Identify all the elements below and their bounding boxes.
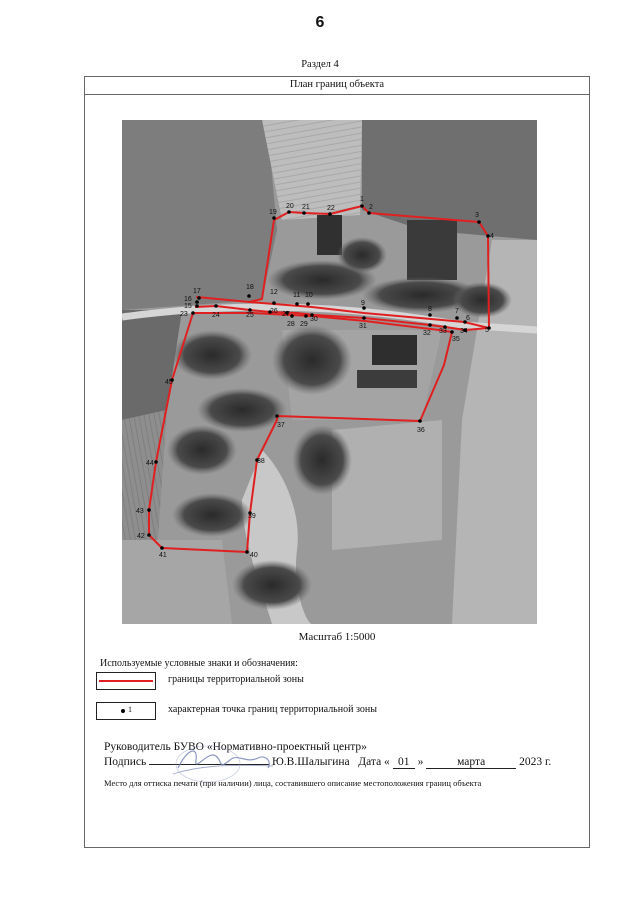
legend-boundary-label: границы территориальной зоны (168, 674, 304, 685)
svg-text:28: 28 (287, 321, 295, 328)
scale-label: Масштаб 1:5000 (298, 631, 376, 643)
signer-name: Ю.В.Шалыгина (271, 756, 350, 768)
svg-text:4: 4 (490, 233, 494, 240)
svg-text:5: 5 (485, 327, 489, 334)
svg-text:12: 12 (270, 289, 278, 296)
point-45 (165, 378, 174, 386)
section-label: Раздел 4 (301, 59, 339, 70)
date-year: 2023 г. (519, 756, 552, 768)
svg-text:2: 2 (369, 204, 373, 211)
point-27 (282, 311, 290, 318)
building-1 (317, 215, 342, 255)
aerial-map (122, 120, 537, 624)
date-month: марта (426, 756, 516, 769)
svg-text:20: 20 (286, 203, 294, 210)
svg-text:1: 1 (360, 196, 364, 203)
building-2 (407, 220, 457, 280)
point-38 (255, 458, 265, 465)
building-4 (357, 370, 417, 388)
svg-text:44: 44 (146, 460, 154, 467)
sign-prefix: Подпись (104, 756, 147, 768)
point-1 (360, 196, 364, 208)
point-8 (428, 306, 432, 317)
date-prefix: Дата « (358, 756, 390, 768)
legend-point-number: 1 (128, 705, 132, 714)
svg-text:6: 6 (466, 315, 470, 322)
point-7 (455, 308, 459, 320)
svg-text:32: 32 (423, 330, 431, 337)
plan-title: План границ объекта (289, 79, 385, 90)
building-3 (372, 335, 417, 365)
legend-point-dot (121, 709, 125, 713)
point-26 (268, 308, 278, 315)
page-number: 6 (315, 14, 325, 31)
svg-text:30: 30 (310, 316, 318, 323)
svg-text:29: 29 (300, 321, 308, 328)
svg-text:23: 23 (180, 311, 188, 318)
svg-text:42: 42 (137, 533, 145, 540)
svg-text:26: 26 (270, 308, 278, 315)
stamp-note: Место для оттиска печати (при наличии) лица, составившего описание местоположения границ объекта (104, 778, 482, 788)
field-bottom-left (122, 540, 232, 624)
svg-text:15: 15 (184, 303, 192, 310)
svg-text:3: 3 (475, 212, 479, 219)
date-day: 01 (393, 756, 415, 769)
svg-text:41: 41 (159, 552, 167, 559)
svg-text:9: 9 (361, 300, 365, 307)
svg-text:7: 7 (455, 308, 459, 315)
svg-text:37: 37 (277, 422, 285, 429)
svg-text:21: 21 (302, 204, 310, 211)
svg-text:25: 25 (246, 312, 254, 319)
svg-text:43: 43 (136, 508, 144, 515)
svg-text:11: 11 (293, 292, 301, 299)
svg-text:34: 34 (460, 328, 468, 335)
legend-point-symbol (96, 702, 156, 720)
legend-boundary-symbol (96, 672, 156, 690)
svg-text:36: 36 (417, 427, 425, 434)
svg-text:17: 17 (193, 288, 201, 295)
svg-text:24: 24 (212, 312, 220, 319)
svg-text:27: 27 (282, 311, 290, 318)
svg-text:40: 40 (250, 552, 258, 559)
head-title: Руководитель БУВО «Нормативно-проектный центр» (104, 741, 367, 753)
svg-text:38: 38 (257, 458, 265, 465)
point-34 (460, 328, 468, 335)
svg-text:45: 45 (165, 379, 173, 386)
field-top-left (122, 120, 277, 310)
date-mid: » (417, 756, 424, 768)
svg-text:33: 33 (439, 328, 447, 335)
svg-text:22: 22 (327, 205, 335, 212)
legend-title: Используемые условные знаки и обозначения: (100, 658, 298, 669)
svg-text:16: 16 (184, 296, 192, 303)
svg-text:10: 10 (305, 292, 313, 299)
svg-text:39: 39 (248, 513, 256, 520)
field-south-central (332, 420, 442, 550)
svg-text:35: 35 (452, 336, 460, 343)
point-39 (248, 511, 256, 520)
svg-text:31: 31 (359, 323, 367, 330)
svg-text:18: 18 (246, 284, 254, 291)
legend-point-label: характерная точка границ территориальной зоны (168, 704, 377, 715)
svg-text:8: 8 (428, 306, 432, 313)
svg-text:19: 19 (269, 209, 277, 216)
